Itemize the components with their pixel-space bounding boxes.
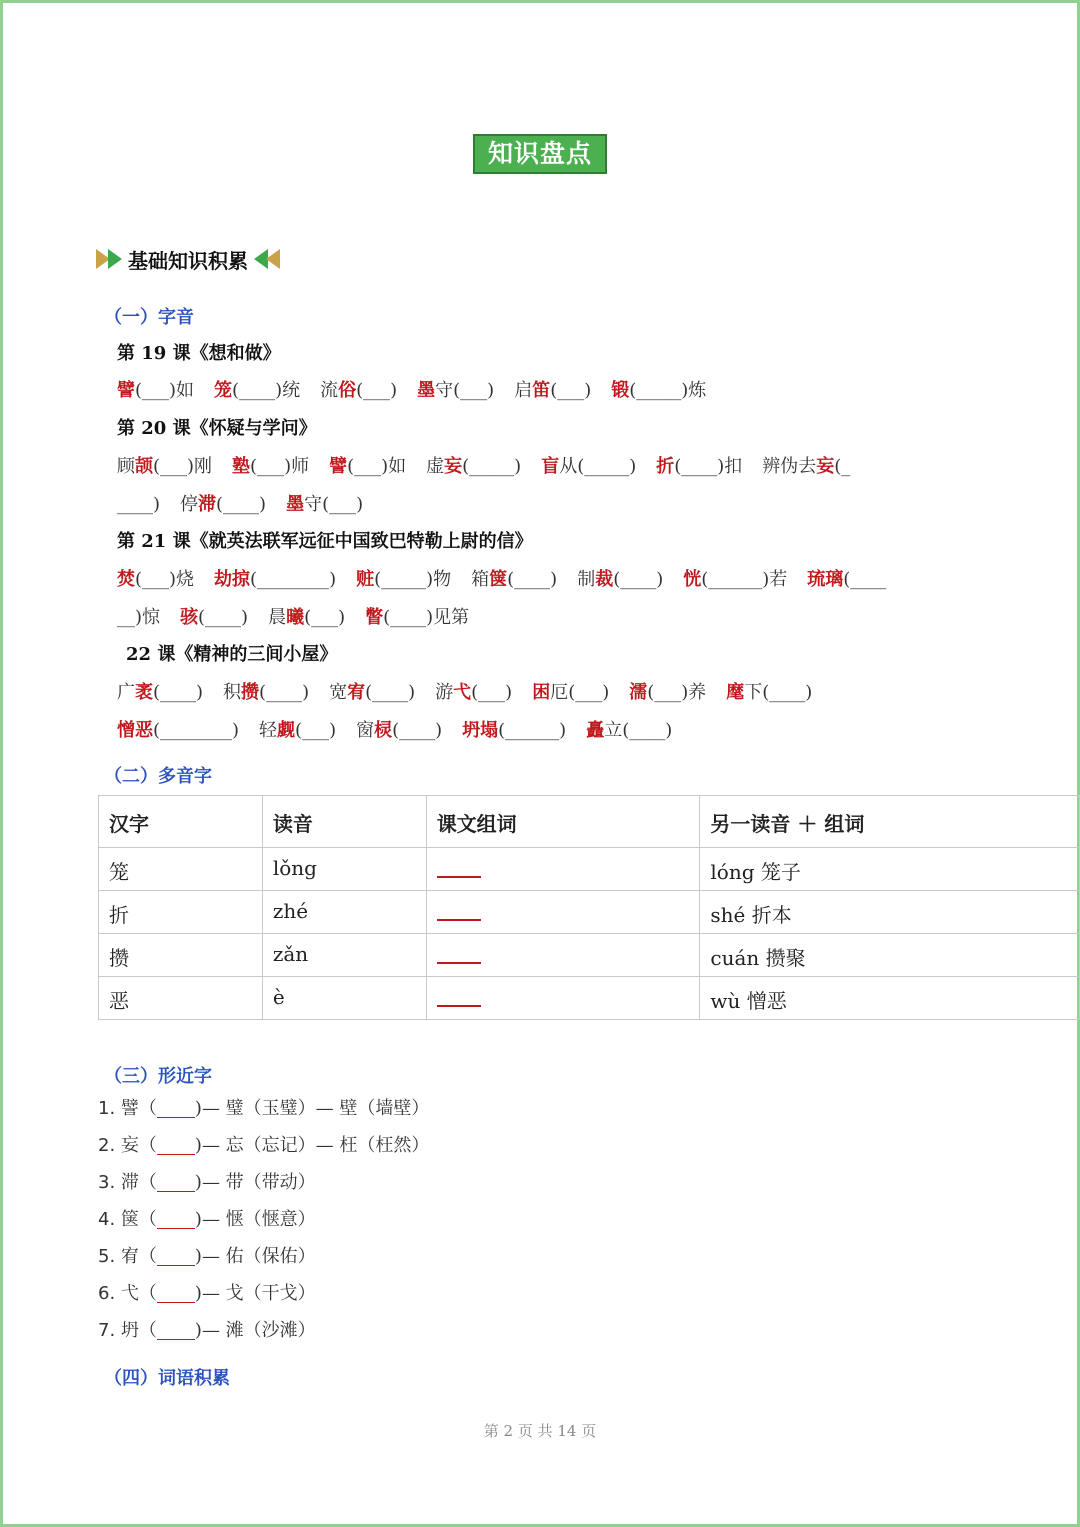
table-header-cell: 课文组词 — [426, 796, 700, 848]
answer-blank: (_____) — [462, 456, 522, 477]
item-rest: )— 佑（保佑） — [194, 1246, 316, 1267]
table-row — [99, 977, 1080, 1020]
word-item — [762, 456, 850, 477]
word-item — [611, 380, 706, 401]
answer-blank: (____) — [392, 720, 443, 741]
target-char: 笛 — [532, 380, 551, 401]
word-item — [180, 494, 266, 515]
word-rest: 扣 — [724, 456, 743, 477]
pronunciation-row — [117, 603, 489, 629]
answer-blank: (___) — [647, 682, 689, 703]
target-char: 墨 — [286, 494, 305, 515]
word-prefix: 辨伪去 — [762, 456, 817, 477]
target-char: 琉璃 — [807, 569, 844, 590]
answer-blank — [157, 1210, 195, 1229]
word-rest: 师 — [291, 456, 310, 477]
item-number: 3. — [98, 1172, 116, 1193]
answer-blank: (______) — [498, 720, 567, 741]
answer-blank: (____) — [762, 682, 813, 703]
word-item — [356, 569, 451, 590]
target-char: 坍塌 — [462, 720, 499, 741]
word-item — [117, 569, 194, 590]
answer-blank: (____) — [383, 607, 434, 628]
answer-blank: ____) — [117, 494, 161, 515]
table-row — [99, 934, 1080, 977]
answer-blank: (___) — [135, 380, 177, 401]
item-char: 坍 — [120, 1320, 139, 1341]
word-item — [356, 720, 442, 741]
word-item — [214, 569, 336, 590]
polyphone-table — [98, 795, 1080, 1020]
word-prefix: 制 — [577, 569, 596, 590]
word-item — [683, 569, 787, 590]
lesson-21-title: 第 21 课《就英法联军远征中国致巴特勒上尉的信》 — [117, 531, 533, 552]
target-char: 攒 — [241, 682, 260, 703]
answer-blank — [157, 1099, 195, 1118]
word-item — [426, 456, 521, 477]
word-suffix: 立 — [604, 720, 623, 741]
answer-cell — [426, 848, 700, 891]
other-reading-cell: wù 憎恶 — [700, 977, 1080, 1020]
answer-blank — [437, 942, 481, 964]
word-prefix: 晨 — [268, 607, 287, 628]
answer-blank: (___) — [453, 380, 495, 401]
item-rest: )— 惬（惬意） — [194, 1209, 316, 1230]
target-char: 箧 — [489, 569, 508, 590]
answer-blank: (____) — [365, 682, 416, 703]
word-item — [320, 380, 397, 401]
item-char: 弋 — [120, 1283, 139, 1304]
word-item — [286, 494, 363, 515]
word-item — [532, 682, 609, 703]
reading-cell: lǒng — [262, 848, 426, 891]
pronunciation-row — [117, 565, 906, 591]
pronunciation-row — [117, 376, 726, 402]
answer-blank: (___) — [568, 682, 610, 703]
word-rest: 物 — [433, 569, 452, 590]
item-number: 6. — [98, 1283, 116, 1304]
item-rest: )— 戈（干戈） — [194, 1283, 316, 1304]
pronunciation-row — [117, 490, 383, 516]
reading-cell: zǎn — [262, 934, 426, 977]
target-char: 恍 — [683, 569, 702, 590]
target-char: 觑 — [277, 720, 296, 741]
target-char: 困 — [532, 682, 551, 703]
word-suffix: 守 — [435, 380, 454, 401]
answer-blank: (___) — [347, 456, 389, 477]
word-item — [268, 607, 345, 628]
word-item — [329, 682, 415, 703]
answer-cell — [426, 934, 700, 977]
list-item: 7. 坍（ )— 滩（沙滩） — [98, 1320, 316, 1341]
word-item — [586, 720, 672, 741]
table-header-row — [99, 796, 1080, 848]
word-prefix: 顾 — [117, 456, 135, 477]
target-char: 憎恶 — [117, 720, 153, 741]
word-prefix: 宽 — [329, 682, 348, 703]
word-item — [232, 456, 309, 477]
item-char: 宥 — [120, 1246, 139, 1267]
reading-cell: zhé — [262, 891, 426, 934]
list-item: 6. 弋（ )— 戈（干戈） — [98, 1283, 316, 1304]
word-suffix: 从 — [559, 456, 578, 477]
target-char: 颉 — [135, 456, 153, 477]
part-similar-chars-heading: （三）形近字 — [104, 1066, 212, 1087]
target-char: 曦 — [286, 607, 305, 628]
word-item — [807, 569, 886, 590]
answer-blank: __) — [117, 607, 143, 628]
word-prefix: 积 — [223, 682, 242, 703]
section-heading — [96, 241, 280, 277]
word-prefix: 窗 — [356, 720, 375, 741]
word-item — [117, 607, 160, 628]
answer-blank: (_____) — [577, 456, 637, 477]
answer-blank: (___) — [471, 682, 513, 703]
word-prefix: 轻 — [259, 720, 278, 741]
section-heading-text: 基础知识积累 — [128, 248, 248, 273]
word-item — [471, 569, 557, 590]
word-item — [577, 569, 663, 590]
list-item: 2. 妄（ )— 忘（忘记）— 枉（枉然） — [98, 1135, 430, 1156]
arrow-left-icon — [266, 249, 280, 269]
target-char: 锻 — [611, 380, 630, 401]
answer-blank: (________) — [250, 569, 337, 590]
word-item — [365, 607, 469, 628]
word-prefix: 流 — [320, 380, 339, 401]
target-char: 濡 — [629, 682, 648, 703]
word-item — [223, 682, 309, 703]
item-char: 妄 — [120, 1135, 139, 1156]
word-rest: 养 — [688, 682, 707, 703]
word-item — [329, 456, 406, 477]
item-rest: )— 滩（沙滩） — [194, 1320, 316, 1341]
target-char: 矗 — [586, 720, 605, 741]
answer-blank: (____) — [622, 720, 673, 741]
similar-chars-list — [98, 1096, 429, 1355]
item-rest: )— 忘（忘记）— 枉（枉然） — [194, 1135, 430, 1156]
answer-blank: (____) — [216, 494, 267, 515]
word-item — [117, 494, 160, 515]
other-reading-cell: cuán 攒聚 — [700, 934, 1080, 977]
table-row — [99, 848, 1080, 891]
reading-cell: è — [262, 977, 426, 1020]
answer-blank: (_____) — [629, 380, 689, 401]
answer-blank: (_ — [834, 456, 851, 477]
table-header-cell: 另一读音 ＋ 组词 — [700, 796, 1080, 848]
answer-blank: (_____) — [374, 569, 434, 590]
target-char: 棂 — [374, 720, 393, 741]
target-char: 妄 — [444, 456, 463, 477]
word-prefix: 停 — [180, 494, 199, 515]
word-prefix: 虚 — [426, 456, 445, 477]
target-char: 麾 — [726, 682, 745, 703]
answer-blank: (___) — [250, 456, 292, 477]
target-char: 宥 — [347, 682, 366, 703]
page-footer: 第 2 页 共 14 页 — [483, 1422, 597, 1440]
answer-blank: (___) — [304, 607, 346, 628]
target-char: 瞥 — [365, 607, 384, 628]
item-char: 滞 — [120, 1172, 139, 1193]
answer-blank — [157, 1321, 195, 1340]
target-char: 骇 — [180, 607, 199, 628]
word-prefix: 游 — [435, 682, 454, 703]
pronunciation-row — [117, 452, 870, 478]
answer-blank: (___) — [295, 720, 337, 741]
word-suffix: 守 — [304, 494, 323, 515]
word-prefix: 启 — [514, 380, 533, 401]
other-reading-cell: shé 折本 — [700, 891, 1080, 934]
word-suffix: 厄 — [550, 682, 569, 703]
pronunciation-row — [117, 678, 832, 704]
pronunciation-row — [117, 716, 692, 742]
char-cell: 笼 — [99, 848, 263, 891]
word-rest: 如 — [388, 456, 407, 477]
word-item — [417, 380, 494, 401]
word-item — [117, 380, 194, 401]
word-item — [259, 720, 336, 741]
target-char: 譬 — [329, 456, 348, 477]
list-item: 3. 滞（ )— 带（带动） — [98, 1172, 316, 1193]
target-char: 塾 — [232, 456, 251, 477]
target-char: 妄 — [816, 456, 835, 477]
answer-blank — [437, 899, 481, 921]
arrow-right-icon — [108, 249, 122, 269]
list-item: 4. 箧（ )— 惬（惬意） — [98, 1209, 316, 1230]
list-item: 1. 譬（ )— 璧（玉璧）— 壁（墙壁） — [98, 1098, 430, 1119]
item-rest: )— 璧（玉璧）— 壁（墙壁） — [194, 1098, 430, 1119]
item-number: 1. — [98, 1098, 116, 1119]
target-char: 劫掠 — [214, 569, 251, 590]
word-item — [629, 682, 706, 703]
word-rest: 统 — [282, 380, 301, 401]
word-item — [117, 682, 203, 703]
table-row — [99, 891, 1080, 934]
answer-blank: (____) — [507, 569, 558, 590]
target-char: 赃 — [356, 569, 375, 590]
answer-cell — [426, 891, 700, 934]
word-item — [541, 456, 636, 477]
word-item — [180, 607, 248, 628]
answer-blank: (____) — [198, 607, 249, 628]
answer-blank — [157, 1284, 195, 1303]
part-polyphone-heading: （二）多音字 — [104, 766, 212, 787]
word-item — [462, 720, 566, 741]
answer-blank: (______) — [701, 569, 770, 590]
other-reading-cell: lóng 笼子 — [700, 848, 1080, 891]
answer-blank: (____) — [613, 569, 664, 590]
item-char: 譬 — [120, 1098, 139, 1119]
page-title: 知识盘点 — [473, 134, 607, 174]
answer-blank — [157, 1173, 195, 1192]
word-rest: 炼 — [688, 380, 707, 401]
answer-blank — [157, 1136, 195, 1155]
target-char: 盲 — [541, 456, 560, 477]
item-number: 5. — [98, 1246, 116, 1267]
target-char: 袤 — [135, 682, 153, 703]
word-item — [514, 380, 591, 401]
word-rest: 烧 — [176, 569, 195, 590]
answer-blank: (____) — [259, 682, 310, 703]
list-item: 5. 宥（ )— 佑（保佑） — [98, 1246, 316, 1267]
word-item — [656, 456, 742, 477]
word-item — [214, 380, 300, 401]
answer-blank — [157, 1247, 195, 1266]
target-char: 笼 — [214, 380, 233, 401]
target-char: 墨 — [417, 380, 436, 401]
word-rest: 若 — [769, 569, 788, 590]
target-char: 弋 — [453, 682, 472, 703]
word-rest: 见第 — [433, 607, 470, 628]
word-item — [435, 682, 512, 703]
target-char: 譬 — [117, 380, 135, 401]
target-char: 滞 — [198, 494, 217, 515]
answer-blank: (________) — [153, 720, 240, 741]
char-cell: 折 — [99, 891, 263, 934]
word-prefix: 广 — [117, 682, 135, 703]
part-pronunciation-heading: （一）字音 — [104, 307, 194, 328]
table-header-cell: 汉字 — [99, 796, 263, 848]
answer-blank: (___) — [356, 380, 398, 401]
target-char: 折 — [656, 456, 675, 477]
answer-cell — [426, 977, 700, 1020]
part-vocabulary-heading: （四）词语积累 — [104, 1368, 230, 1389]
char-cell: 恶 — [99, 977, 263, 1020]
answer-blank: (___) — [135, 569, 177, 590]
word-item — [726, 682, 812, 703]
target-char: 焚 — [117, 569, 135, 590]
answer-blank — [437, 985, 481, 1007]
answer-blank: (___) — [550, 380, 592, 401]
answer-blank: (___) — [322, 494, 364, 515]
table-header-cell: 读音 — [262, 796, 426, 848]
answer-blank: (____) — [153, 682, 204, 703]
lesson-22-title: 22 课《精神的三间小屋》 — [126, 644, 338, 665]
item-number: 7. — [98, 1320, 116, 1341]
item-number: 2. — [98, 1135, 116, 1156]
answer-blank: (____) — [674, 456, 725, 477]
char-cell: 攒 — [99, 934, 263, 977]
answer-blank — [437, 856, 481, 878]
word-item — [117, 456, 212, 477]
target-char: 裁 — [595, 569, 614, 590]
lesson-19-title: 第 19 课《想和做》 — [117, 343, 281, 364]
answer-blank: (___) — [153, 456, 195, 477]
word-suffix: 下 — [744, 682, 763, 703]
answer-blank: (____) — [232, 380, 283, 401]
word-rest: 如 — [176, 380, 195, 401]
target-char: 俗 — [338, 380, 357, 401]
lesson-20-title: 第 20 课《怀疑与学问》 — [117, 418, 317, 439]
word-prefix: 箱 — [471, 569, 490, 590]
item-char: 箧 — [120, 1209, 139, 1230]
item-rest: )— 带（带动） — [194, 1172, 316, 1193]
word-rest: 惊 — [142, 607, 161, 628]
answer-blank: (____ — [843, 569, 887, 590]
item-number: 4. — [98, 1209, 116, 1230]
word-item — [117, 720, 239, 741]
word-rest: 刚 — [194, 456, 213, 477]
